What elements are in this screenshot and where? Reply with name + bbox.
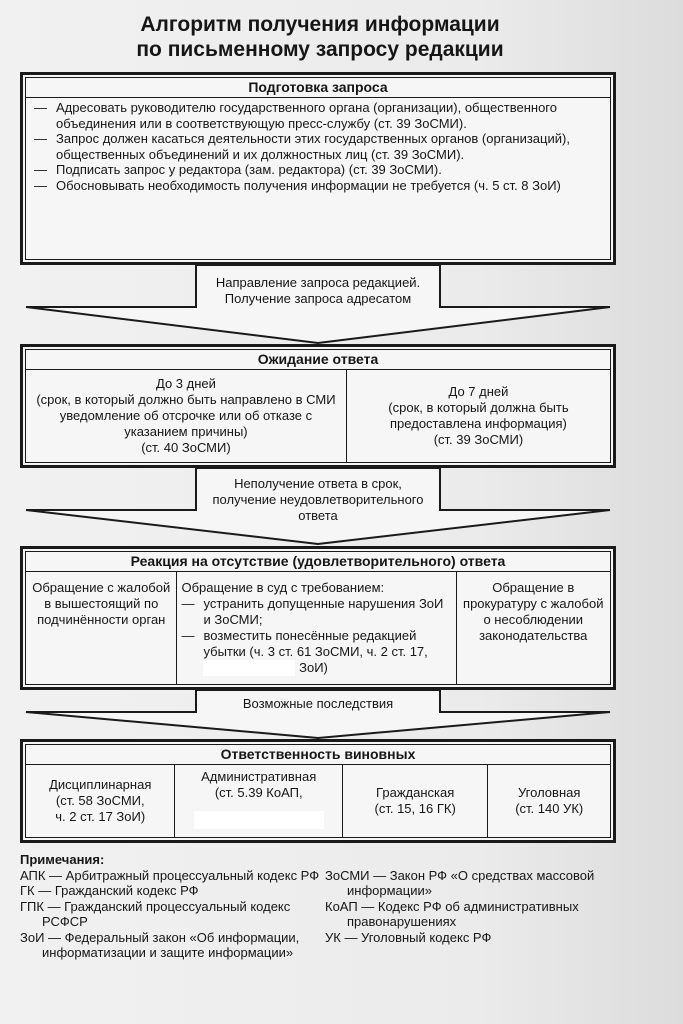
reaction-prosecutor-text: Обращение в прокуратуру с жалобой о несоблюдении законодательства [463,580,604,643]
arrow-sending-label: Направление запроса редакцией. Получение запроса адресатом [215,275,421,306]
note-item: УК — Уголовный кодекс РФ [325,929,492,945]
liability-civil-text: Гражданская (ст. 15, 16 ГК) [374,785,456,816]
reaction-complaint-text: Обращение с жалобой в вышестоящий по подчинённости орган [32,580,171,627]
prepare-box [20,72,616,265]
reaction-court [177,572,456,684]
liability-disciplinary-text: Дисциплинарная (ст. 58 ЗоСМИ, ч. 2 ст. 17 ЗоИ) [49,777,152,824]
notes-left [20,868,325,961]
note-item: КоАП — Кодекс РФ об административных правонарушениях [325,898,579,929]
liability-criminal-text: Уголовная (ст. 140 УК) [515,785,584,816]
title-line-1: Алгоритм получения информации [140,13,500,36]
liability-administrative-text: Административная (ст. 5.39 КоАП, [201,769,317,800]
note-item: ЗоСМИ — Закон РФ «О средствах массовой информации» [325,867,595,898]
waiting-left-text: До 3 дней (срок, в который должно быть направлено в СМИ уведомление об отсрочке или об отказе с указанием причины) (ст. 40 ЗоСМИ) [36,376,336,455]
liability-civil [343,765,489,837]
reaction-heading: Реакция на отсутствие (удовлетворительного) ответа [26,552,610,572]
liability-box [20,739,616,843]
notes-title: Примечания: [20,852,105,867]
liability-heading: Ответственность виновных [26,745,610,765]
arrow-sending [20,265,616,345]
waiting-right [347,370,610,462]
notes-right [325,868,615,961]
reaction-complaint [26,572,177,684]
title-line-2: по письменному запросу редакции [136,38,504,61]
waiting-left [26,370,347,462]
liability-disciplinary [26,765,175,837]
redacted-area [194,811,324,829]
note-item: АПК — Арбитражный процессуальный кодекс РФ [20,867,320,883]
notes [20,852,620,961]
arrow-consequences [20,690,616,740]
prepare-heading: Подготовка запроса [26,78,610,98]
waiting-heading: Ожидание ответа [26,350,610,370]
note-item: ГК — Гражданский кодекс РФ [20,883,199,898]
prepare-item: — Подписать запрос у редактора (зам. редактора) (ст. 39 ЗоСМИ). [34,162,604,178]
page-title [60,12,580,62]
note-item: ГПК — Гражданский процессуальный кодекс РСФСР [20,898,291,929]
waiting-box [20,344,616,468]
note-item: ЗоИ — Федеральный закон «Об информации, информатизации и защите информации» [20,929,300,960]
prepare-item: — Запрос должен касаться деятельности этих государственных органов (организаций), общественных объединений и их должностных лиц (ст. 39 ЗоСМИ). [34,131,604,162]
reaction-court-intro: Обращение в суд с требованием: [181,580,385,595]
arrow-no-answer-label: Неполучение ответа в срок, получение неудовлетворительного ответа [212,476,424,523]
arrow-no-answer [20,468,616,546]
liability-criminal [488,765,610,837]
reaction-court-item: — возместить понесённые редакцией убытки (ч. 3 ст. 61 ЗоСМИ, ч. 2 ст. 17, ЗоИ) [181,628,451,676]
reaction-prosecutor [457,572,610,684]
liability-administrative [175,765,342,837]
reaction-court-item: — устранить допущенные нарушения ЗоИ и ЗоСМИ; [181,596,451,628]
prepare-item: — Обосновывать необходимость получения информации не требуется (ч. 5 ст. 8 ЗоИ) [34,178,604,194]
prepare-item: — Адресовать руководителю государственного органа (организации), общественного объединения или в соответствующую пресс-службу (ст. 39 ЗоСМИ). [34,100,604,131]
arrow-consequences-label: Возможные последствия [242,696,394,711]
prepare-list [26,98,610,193]
reaction-box [20,546,616,690]
waiting-right-text: До 7 дней (срок, в который должна быть предоставлена информация) (ст. 39 ЗоСМИ) [388,384,569,447]
